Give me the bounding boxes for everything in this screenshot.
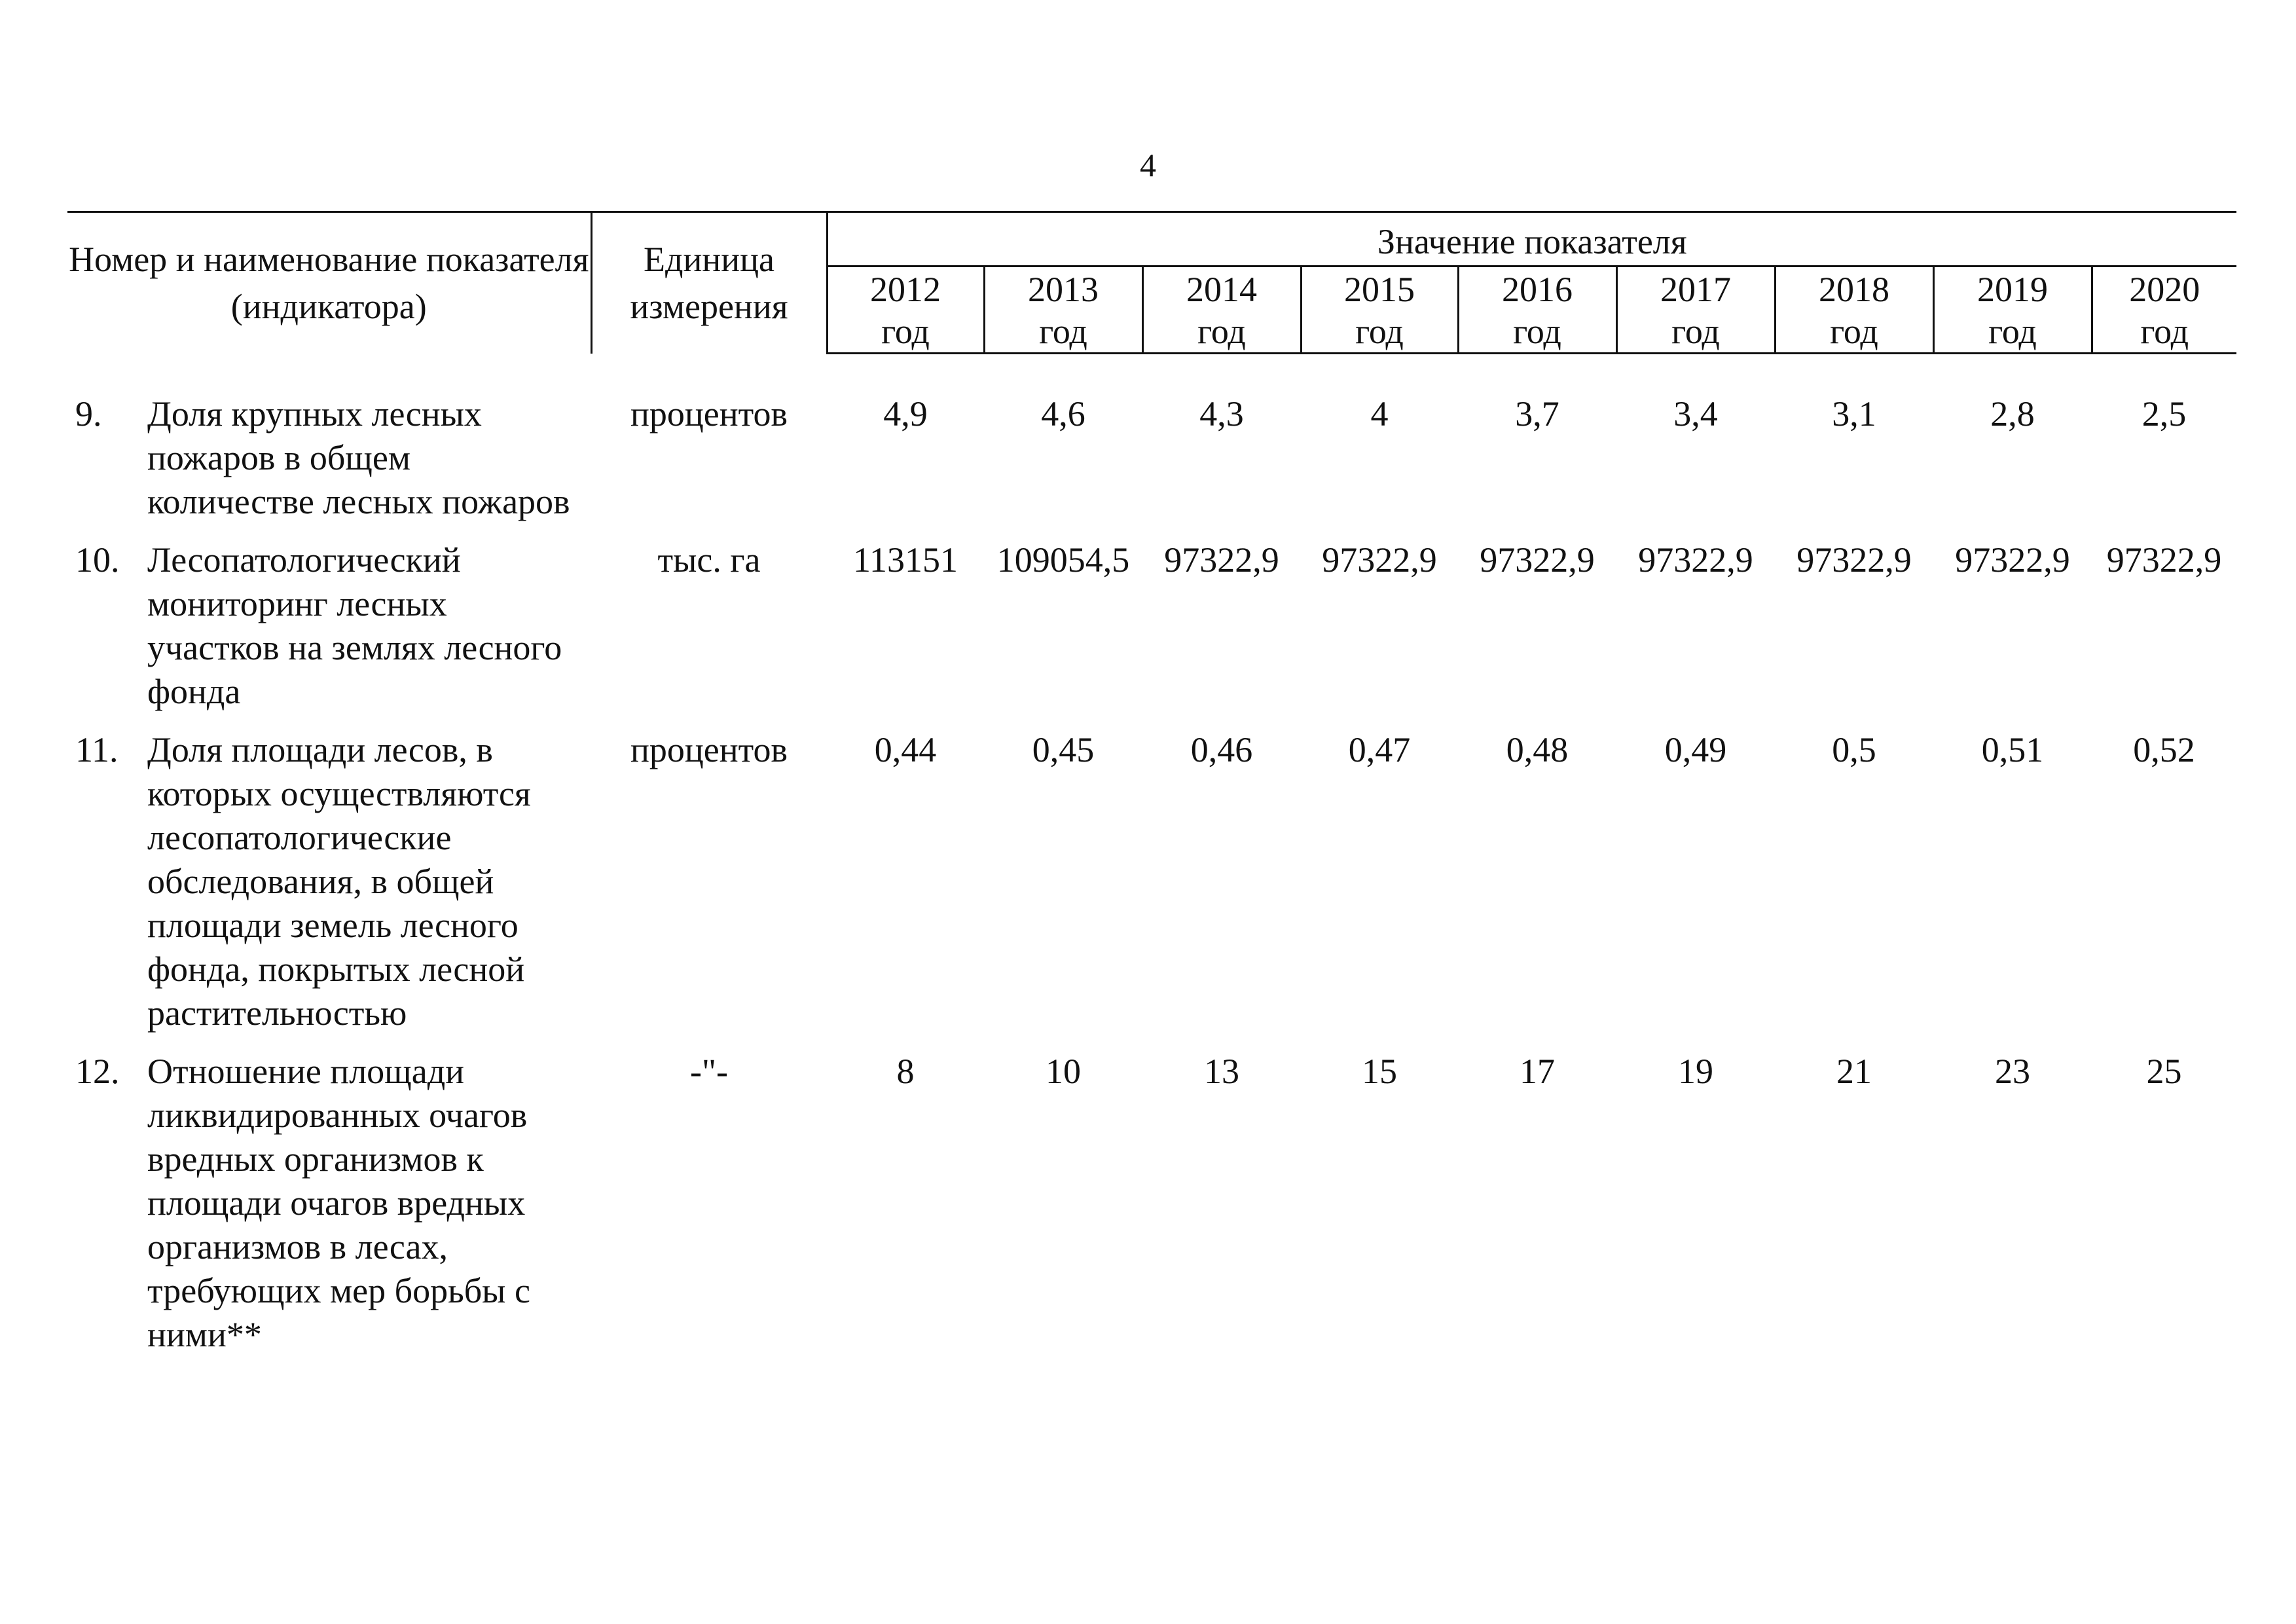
value-cell-2013: 0,45 — [1032, 730, 1095, 769]
value-cell-2018: 97322,9 — [1796, 540, 1912, 580]
value-cell-2020: 97322,9 — [2106, 540, 2222, 580]
header-year-suffix: год — [2140, 312, 2189, 351]
value-cell-2015: 4 — [1370, 394, 1389, 434]
header-year-label: 2020 — [2129, 270, 2200, 309]
indicator-name: Доля площади лесов, в которых осуществляются лесопатологические обследования, в общей площади земель лесного фонда, покрытых лесной растительностью — [147, 730, 531, 1033]
indicator-name-cell — [67, 392, 591, 538]
indicator-unit: тыс. га — [657, 540, 761, 580]
value-cell-2017: 19 — [1678, 1052, 1713, 1091]
value-cell-2013: 10 — [1046, 1052, 1081, 1091]
header-indicator-name: Номер и наименование показателя (индикатора) — [67, 212, 591, 354]
value-cell-2014: 13 — [1204, 1052, 1239, 1091]
header-value-group: Значение показателя — [827, 212, 2236, 267]
header-year-label: 2012 — [870, 270, 941, 309]
value-cell-2015: 0,47 — [1348, 730, 1411, 769]
value-cell-2019: 23 — [1995, 1052, 2030, 1091]
header-year-suffix: год — [1513, 312, 1561, 351]
value-cell-2012: 4,9 — [883, 394, 928, 434]
value-cell-2017: 97322,9 — [1638, 540, 1753, 580]
table-header — [67, 212, 2236, 354]
value-cell-2013: 4,6 — [1041, 394, 1085, 434]
value-cell-2016: 0,48 — [1506, 730, 1569, 769]
indicator-unit: процентов — [630, 730, 788, 769]
header-year-suffix: год — [1355, 312, 1404, 351]
indicator-number: 9. — [75, 394, 102, 434]
value-cell-2014: 0,46 — [1190, 730, 1253, 769]
header-year-label: 2014 — [1186, 270, 1257, 309]
header-year-label: 2015 — [1344, 270, 1415, 309]
indicator-unit: -"- — [689, 1052, 728, 1091]
header-year-2014 — [1142, 267, 1301, 354]
header-year-suffix: год — [1039, 312, 1087, 351]
value-cell-2014: 4,3 — [1199, 394, 1244, 434]
table-row — [67, 728, 2236, 1050]
indicator-unit: процентов — [630, 394, 788, 434]
indicator-number: 11. — [75, 730, 118, 769]
value-cell-2013: 109054,5 — [996, 540, 1130, 580]
header-year-2015 — [1301, 267, 1458, 354]
header-year-2020 — [2092, 267, 2236, 354]
header-year-2017 — [1616, 267, 1775, 354]
value-cell-2012: 8 — [896, 1052, 915, 1091]
value-cell-2017: 0,49 — [1664, 730, 1727, 769]
header-year-label: 2016 — [1502, 270, 1573, 309]
indicator-number: 12. — [75, 1052, 120, 1091]
header-year-suffix: год — [1830, 312, 1878, 351]
header-year-suffix: год — [1988, 312, 2037, 351]
indicator-table-container — [67, 211, 2236, 1371]
value-cell-2020: 2,5 — [2141, 394, 2187, 434]
value-cell-2018: 21 — [1836, 1052, 1872, 1091]
value-cell-2019: 2,8 — [1990, 394, 2035, 434]
value-cell-2018: 0,5 — [1832, 730, 1876, 769]
value-cell-2016: 3,7 — [1515, 394, 1559, 434]
header-year-suffix: год — [881, 312, 930, 351]
indicator-number: 10. — [75, 540, 120, 580]
value-cell-2018: 3,1 — [1832, 394, 1876, 434]
indicator-name-cell — [67, 1050, 591, 1371]
indicator-table — [67, 211, 2236, 1371]
table-row — [67, 1050, 2236, 1371]
page-number: 4 — [1140, 147, 1156, 183]
header-year-label: 2019 — [1977, 270, 2048, 309]
header-year-suffix: год — [1197, 312, 1246, 351]
indicator-name-cell — [67, 538, 591, 728]
header-year-2012 — [827, 267, 984, 354]
value-cell-2014: 97322,9 — [1164, 540, 1279, 580]
value-cell-2017: 3,4 — [1673, 394, 1718, 434]
table-row — [67, 538, 2236, 728]
header-year-2018 — [1775, 267, 1933, 354]
value-cell-2016: 17 — [1520, 1052, 1555, 1091]
header-year-suffix: год — [1671, 312, 1720, 351]
value-cell-2020: 0,52 — [2133, 730, 2195, 769]
table-row — [67, 392, 2236, 538]
value-cell-2012: 0,44 — [874, 730, 937, 769]
header-year-label: 2017 — [1660, 270, 1731, 309]
header-unit: Единица измерения — [591, 212, 827, 354]
indicator-name: Доля крупных лесных пожаров в общем количестве лесных пожаров — [147, 394, 570, 521]
value-cell-2015: 15 — [1362, 1052, 1397, 1091]
header-year-label: 2018 — [1819, 270, 1889, 309]
header-year-2016 — [1458, 267, 1616, 354]
value-cell-2015: 97322,9 — [1322, 540, 1437, 580]
header-year-2019 — [1933, 267, 2092, 354]
header-year-2013 — [984, 267, 1142, 354]
indicator-name-cell — [67, 728, 591, 1050]
value-cell-2019: 97322,9 — [1955, 540, 2070, 580]
indicator-name: Отношение площади ликвидированных очагов вредных организмов к площади очагов вредных организмов в лесах, требующих мер борьбы с ними** — [147, 1052, 530, 1354]
value-cell-2020: 25 — [2146, 1052, 2182, 1091]
table-body — [67, 354, 2236, 1372]
indicator-name: Лесопатологический мониторинг лесных участков на землях лесного фонда — [147, 540, 562, 711]
value-cell-2019: 0,51 — [1981, 730, 2044, 769]
value-cell-2016: 97322,9 — [1480, 540, 1595, 580]
value-cell-2012: 113151 — [853, 540, 958, 580]
header-year-label: 2013 — [1028, 270, 1099, 309]
